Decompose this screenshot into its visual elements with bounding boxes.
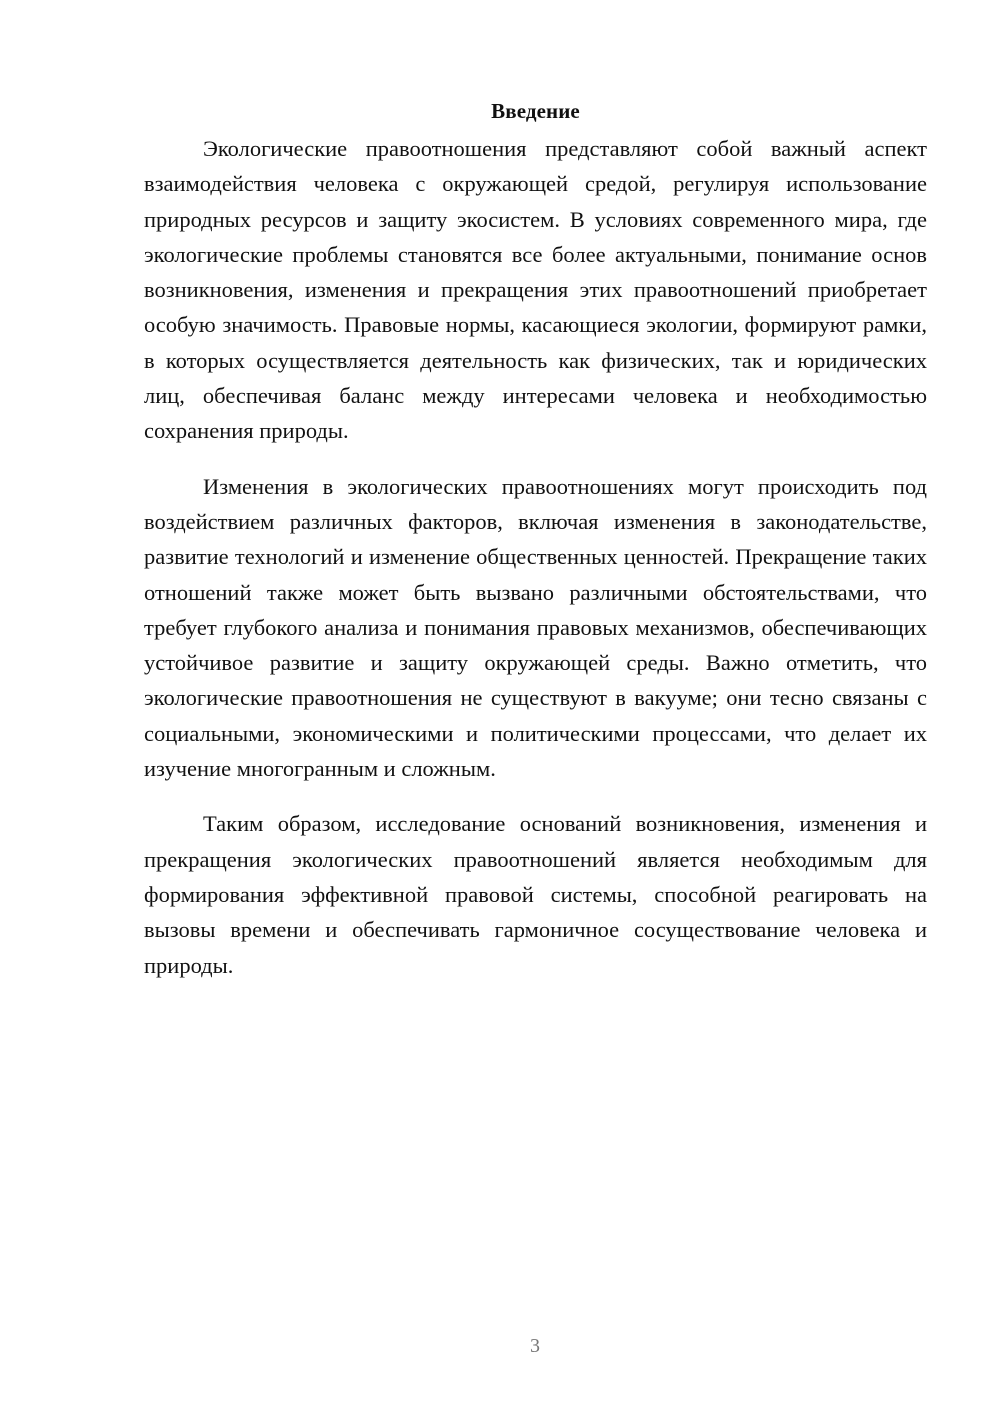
paragraph-2: Изменения в экологических правоотношениях могут происходить под воздействием различных факторов, включая изменения в законодательстве, развитие технологий и изменение общественных ценностей. Прекращение таких отношений также может быть вызвано различными обстоятельствами, что требует глубокого анализа и понимания правовых механизмов, обеспечивающих устойчивое развитие и защиту окружающей среды. Важно отметить, что экологические правоотношения не существуют в вакууме; они тесно связаны с социальными, экономическими и политическими процессами, что делает их изучение многогранным и сложным. <box>144 473 927 782</box>
page-number: 3 <box>530 1335 540 1357</box>
paragraph-1: Экологические правоотношения представляют собой важный аспект взаимодействия человека с окружающей средой, регулируя использование природных ресурсов и защиту экосистем. В условиях современного мира, где экологические проблемы становятся все более актуальными, понимание основ возникновения, изменения и прекращения этих правоотношений приобретает особую значимость. Правовые нормы, касающиеся экологии, формируют рамки, в которых осуществляется деятельность как физических, так и юридических лиц, обеспечивая баланс между интересами человека и необходимостью сохранения природы. <box>144 136 927 444</box>
section-title: Введение <box>491 99 580 123</box>
paragraph-3: Таким образом, исследование оснований возникновения, изменения и прекращения экологических правоотношений является необходимым для формирования эффективной правовой системы, способной реагировать на вызовы времени и обеспечивать гармоничное сосуществование человека и природы. <box>144 811 927 978</box>
page-content <box>144 96 927 1003</box>
